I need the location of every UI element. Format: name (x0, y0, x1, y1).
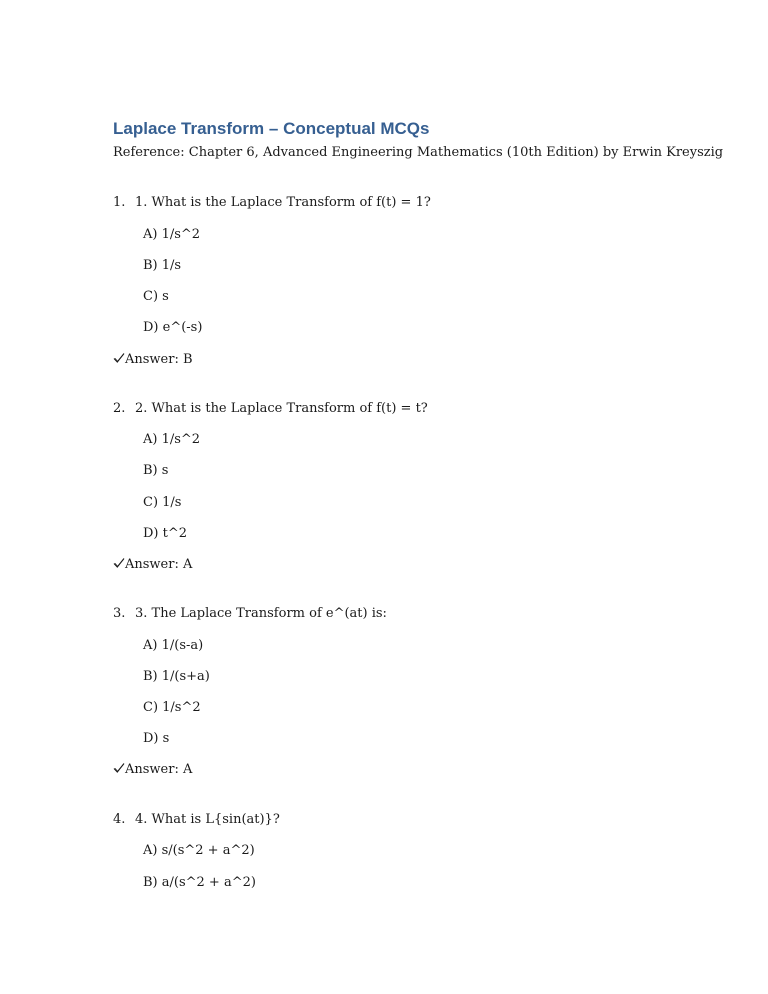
question-number: 2. (113, 401, 126, 416)
check-mark-icon (113, 352, 125, 364)
option-c: C) 1/s^2 (143, 700, 201, 715)
question-number: 4. (113, 812, 126, 827)
question-number: 3. (113, 606, 126, 621)
option-b: B) a/(s^2 + a^2) (143, 875, 256, 890)
question-line (113, 401, 428, 416)
option-a: A) 1/s^2 (143, 227, 201, 242)
answer-line (113, 557, 192, 572)
option-c: C) 1/s (143, 495, 182, 510)
question-line (113, 606, 387, 621)
answer-line (113, 352, 193, 367)
answer-line (113, 762, 192, 777)
answer-text: Answer: A (125, 557, 193, 572)
option-b: B) 1/s (143, 258, 182, 273)
option-a: A) s/(s^2 + a^2) (143, 843, 255, 858)
option-c: C) s (143, 289, 169, 304)
question-text: 4. What is L{sin(at)}? (135, 812, 280, 827)
option-a: A) 1/(s-a) (143, 638, 204, 653)
answer-text: Answer: B (125, 352, 193, 367)
page-title: Laplace Transform – Conceptual MCQs (113, 119, 430, 138)
reference-line: Reference: Chapter 6, Advanced Engineering Mathematics (10th Edition) by Erwin Kreyszig (113, 145, 724, 160)
option-d: D) s (143, 731, 170, 746)
question-text: 3. The Laplace Transform of e^(at) is: (135, 606, 387, 621)
option-b: B) s (143, 463, 169, 478)
question-number: 1. (113, 195, 126, 210)
question-text: 2. What is the Laplace Transform of f(t) = t? (135, 401, 428, 416)
question-line (113, 812, 280, 827)
question-text: 1. What is the Laplace Transform of f(t) = 1? (135, 195, 431, 210)
option-b: B) 1/(s+a) (143, 669, 210, 684)
answer-text: Answer: A (125, 762, 193, 777)
check-mark-icon (113, 557, 125, 569)
check-mark-icon (113, 762, 125, 774)
option-d: D) t^2 (143, 526, 188, 541)
question-line (113, 195, 431, 210)
option-a: A) 1/s^2 (143, 432, 201, 447)
option-d: D) e^(-s) (143, 320, 203, 335)
